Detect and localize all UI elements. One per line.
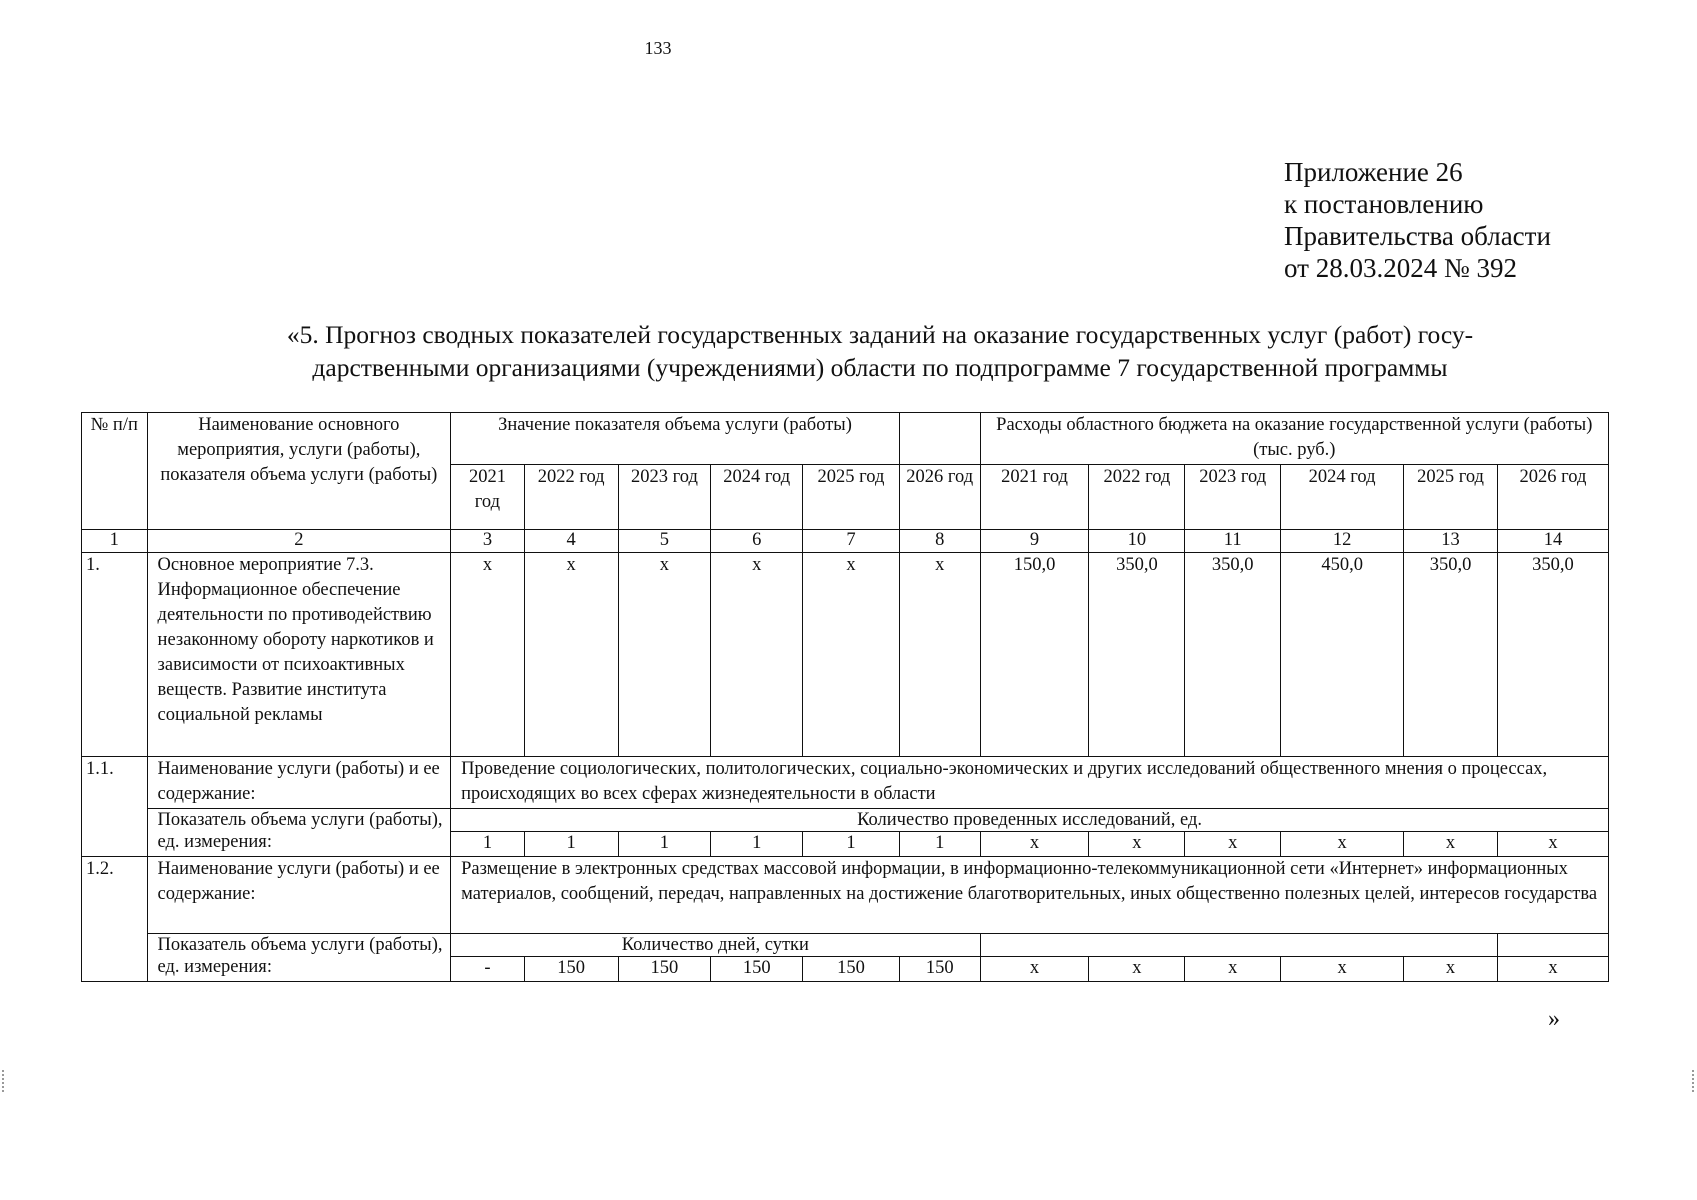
right-margin-mark: [1692, 1070, 1696, 1092]
value-cell: 350,0: [1497, 553, 1608, 757]
value-cell: 450,0: [1281, 553, 1404, 757]
column-number: 5: [618, 530, 711, 553]
value-cell: х: [1185, 832, 1281, 857]
value-cell: 350,0: [1089, 553, 1185, 757]
value-cell: 150,0: [980, 553, 1089, 757]
header-year: 2026 год: [899, 465, 980, 530]
column-number: 3: [451, 530, 525, 553]
value-cell: -: [451, 957, 525, 982]
value-cell: 150: [899, 957, 980, 982]
empty-cell: [1497, 934, 1608, 957]
value-cell: х: [1404, 832, 1498, 857]
value-cell: 1: [899, 832, 980, 857]
header-year: 2021 год: [980, 465, 1089, 530]
service-description: Проведение социологических, политологических, социально-экономических и других исследований общественного мнения о процессах, происходящих во всех сферах жизнедеятельности в области: [451, 757, 1609, 809]
value-cell: 1: [451, 832, 525, 857]
appendix-line: Приложение 26: [1284, 157, 1463, 187]
left-margin-mark: [2, 1070, 6, 1092]
header-num: № п/п: [82, 413, 148, 530]
value-cell: х: [524, 553, 618, 757]
header-empty-cell: [899, 413, 980, 465]
header-year: 2023 год: [1185, 465, 1281, 530]
appendix-line: от 28.03.2024 № 392: [1284, 253, 1517, 283]
value-cell: х: [1497, 957, 1608, 982]
header-year: 2026 год: [1497, 465, 1608, 530]
appendix-line: Правительства области: [1284, 221, 1551, 251]
header-name: Наименование основного мероприятия, услуги (работы), показателя объема услуги (работы): [147, 413, 451, 530]
page-number: 133: [644, 38, 672, 58]
service-label: Наименование услуги (работы) и ее содержание:: [147, 857, 451, 934]
appendix-block: [1284, 156, 1551, 284]
closing-quote: »: [1548, 1006, 1560, 1032]
value-cell: х: [899, 553, 980, 757]
row-number: 1.1.: [82, 757, 148, 857]
header-year: 2022 год: [524, 465, 618, 530]
value-cell: х: [1185, 957, 1281, 982]
value-cell: 150: [618, 957, 711, 982]
header-year: 2021 год: [451, 465, 525, 530]
value-cell: 350,0: [1185, 553, 1281, 757]
indicator-unit: Количество дней, сутки: [451, 934, 980, 957]
value-cell: 150: [524, 957, 618, 982]
header-year: 2025 год: [1404, 465, 1498, 530]
header-year: 2024 год: [1281, 465, 1404, 530]
value-cell: х: [980, 957, 1089, 982]
value-cell: х: [803, 553, 900, 757]
value-cell: х: [1281, 832, 1404, 857]
indicator-label: Показатель объема услуги (работы), ед. измерения:: [147, 809, 451, 857]
column-number: 12: [1281, 530, 1404, 553]
title-line: «5. Прогноз сводных показателей государственных заданий на оказание государственных услуг (работ) госу-: [286, 320, 1474, 349]
header-year: 2023 год: [618, 465, 711, 530]
header-year: 2024 год: [711, 465, 803, 530]
service-description: Размещение в электронных средствах массовой информации, в информационно-телекоммуникационной сети «Интернет» информационных материалов, сообщений, передач, направленных на достижение благотворительных, иных общественно полезных целей, интересов государства: [451, 857, 1609, 934]
value-cell: х: [980, 832, 1089, 857]
value-cell: 150: [803, 957, 900, 982]
indicator-unit: Количество проведенных исследований, ед.: [451, 809, 1609, 832]
service-label: Наименование услуги (работы) и ее содержание:: [147, 757, 451, 809]
value-cell: 350,0: [1404, 553, 1498, 757]
appendix-line: к постановлению: [1284, 189, 1484, 219]
value-cell: 1: [524, 832, 618, 857]
empty-cell: [980, 934, 1497, 957]
column-number: 7: [803, 530, 900, 553]
row-number: 1.2.: [82, 857, 148, 982]
value-cell: 1: [803, 832, 900, 857]
activity-name: Основное мероприятие 7.3. Информационное обеспечение деятельности по противодействию незаконному обороту наркотиков и зависимости от психоактивных веществ. Развитие института социальной рекламы: [147, 553, 451, 757]
column-number: 14: [1497, 530, 1608, 553]
column-number: 4: [524, 530, 618, 553]
indicator-label: Показатель объема услуги (работы), ед. измерения:: [147, 934, 451, 982]
title-line: дарственными организациями (учреждениями) области по подпрограмме 7 государственной программы: [312, 353, 1448, 382]
header-expense-group: Расходы областного бюджета на оказание государственной услуги (работы) (тыс. руб.): [980, 413, 1608, 465]
column-number: 8: [899, 530, 980, 553]
value-cell: х: [1497, 832, 1608, 857]
forecast-table: [81, 412, 1609, 982]
document-title: [210, 318, 1550, 384]
value-cell: х: [618, 553, 711, 757]
header-year: 2025 год: [803, 465, 900, 530]
value-cell: 1: [711, 832, 803, 857]
value-cell: х: [1404, 957, 1498, 982]
header-year: 2022 год: [1089, 465, 1185, 530]
column-number: 1: [82, 530, 148, 553]
column-number: 2: [147, 530, 451, 553]
column-number: 10: [1089, 530, 1185, 553]
value-cell: х: [451, 553, 525, 757]
value-cell: х: [1089, 832, 1185, 857]
value-cell: х: [1281, 957, 1404, 982]
header-volume-group: Значение показателя объема услуги (работы): [451, 413, 900, 465]
value-cell: х: [1089, 957, 1185, 982]
value-cell: 150: [711, 957, 803, 982]
value-cell: 1: [618, 832, 711, 857]
column-number: 6: [711, 530, 803, 553]
column-number: 11: [1185, 530, 1281, 553]
column-number: 13: [1404, 530, 1498, 553]
row-number: 1.: [82, 553, 148, 757]
value-cell: х: [711, 553, 803, 757]
column-number: 9: [980, 530, 1089, 553]
